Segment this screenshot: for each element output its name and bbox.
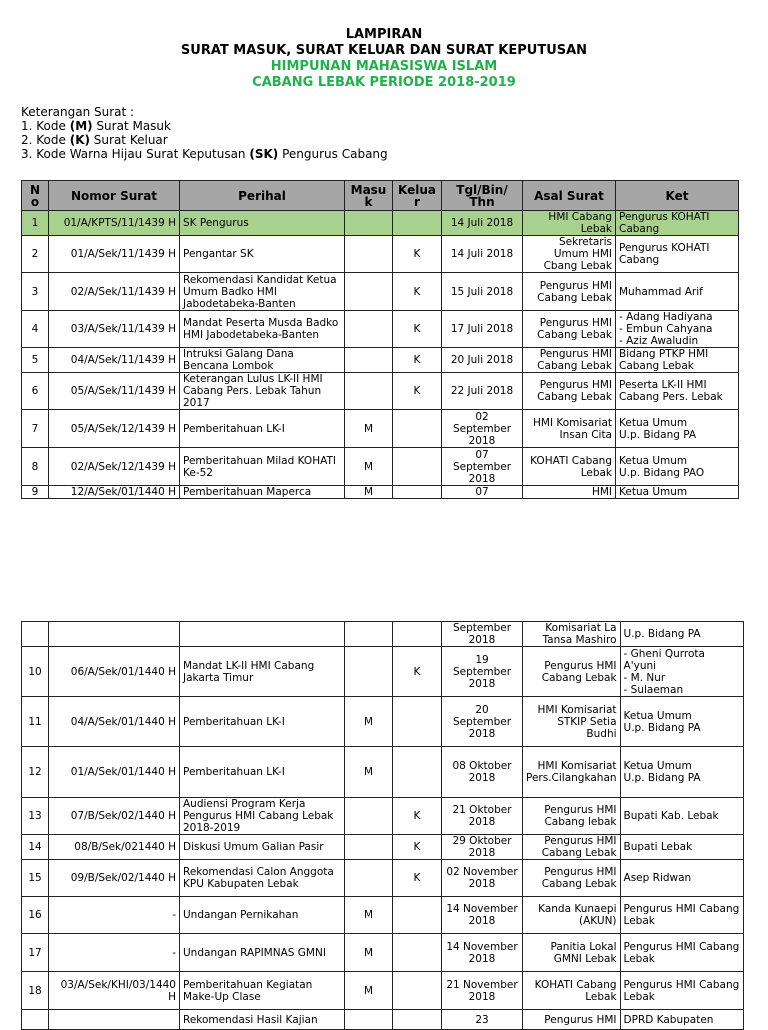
cell-perihal: Pemberitahuan LK-I <box>180 697 345 747</box>
ket-line: Pengurus KOHATI Cabang <box>619 211 710 235</box>
cell-perihal: Rekomendasi Kandidat Ketua Umum Badko HMI Jabodetabeka-Banten <box>180 273 345 311</box>
ket-line: U.p. Bidang PA <box>623 772 701 784</box>
cell-masuk: M <box>345 410 393 448</box>
cell-masuk <box>345 622 393 647</box>
cell-keluar <box>393 211 442 236</box>
ket-line: Bidang PTKP HMI Cabang Lebak <box>619 348 709 372</box>
cell-no: 8 <box>22 448 49 486</box>
col-nomor-header: Nomor Surat <box>49 181 180 211</box>
letters-table-part2 <box>21 621 744 1030</box>
cell-tanggal: 23 <box>442 1010 523 1030</box>
cell-tanggal: 07 September 2018 <box>442 448 523 486</box>
cell-no <box>22 1010 49 1030</box>
cell-nomor-surat: 03/A/Sek/KHI/03/1440 H <box>49 972 180 1010</box>
ket-line: Pengurus HMI Cabang Lebak <box>623 940 740 965</box>
cell-tanggal: 22 Juli 2018 <box>442 373 523 410</box>
cell-no: 7 <box>22 410 49 448</box>
cell-masuk <box>345 311 393 348</box>
cell-asal-surat: Pengurus HMI Cabang Lebak <box>523 348 616 373</box>
cell-ket <box>620 934 743 972</box>
cell-tanggal: 19 September 2018 <box>442 647 523 697</box>
cell-masuk <box>345 373 393 410</box>
cell-ket <box>620 697 743 747</box>
cell-masuk <box>345 211 393 236</box>
cell-perihal: Pengantar SK <box>180 236 345 273</box>
cell-asal-surat: HMI <box>523 486 616 499</box>
cell-ket <box>616 448 739 486</box>
cell-nomor-surat: 08/B/Sek/021440 H <box>49 835 180 860</box>
table-row <box>22 311 739 348</box>
cell-masuk: M <box>345 972 393 1010</box>
cell-keluar: K <box>393 835 442 860</box>
cell-no: 3 <box>22 273 49 311</box>
ket-line: Asep Ridwan <box>623 872 692 884</box>
cell-keluar: K <box>393 236 442 273</box>
cell-keluar: K <box>393 273 442 311</box>
cell-tanggal: 21 November 2018 <box>442 972 523 1010</box>
doc-title: LAMPIRAN <box>345 27 423 42</box>
table-row <box>22 798 744 835</box>
cell-ket <box>616 311 739 348</box>
cell-tanggal: 08 Oktober 2018 <box>442 747 523 798</box>
cell-ket <box>616 211 739 236</box>
ket-line: - Aziz Awaludin <box>619 335 699 347</box>
cell-no <box>22 622 49 647</box>
table-row <box>22 622 744 647</box>
cell-nomor-surat: 04/A/Sek/11/1439 H <box>49 348 180 373</box>
col-keluar-header: Kelua r <box>393 181 442 211</box>
cell-tanggal: 14 November 2018 <box>442 934 523 972</box>
cell-tanggal: September 2018 <box>442 622 523 647</box>
cell-nomor-surat: 05/A/Sek/12/1439 H <box>49 410 180 448</box>
table-row <box>22 697 744 747</box>
cell-perihal: Pemberitahuan Maperca <box>180 486 345 499</box>
cell-masuk <box>345 236 393 273</box>
cell-asal-surat: Komisariat La Tansa Mashiro <box>523 622 621 647</box>
cell-masuk <box>345 647 393 697</box>
ket-line: Pengurus HMI Cabang Lebak <box>623 978 740 1003</box>
col-ket-header: Ket <box>616 181 739 211</box>
cell-keluar: K <box>393 348 442 373</box>
ket-line: Ketua Umum <box>619 416 688 429</box>
cell-tanggal: 14 November 2018 <box>442 897 523 934</box>
cell-ket <box>620 860 743 897</box>
cell-no: 11 <box>22 697 49 747</box>
cell-masuk: M <box>345 697 393 747</box>
letters-table-part1 <box>21 180 739 499</box>
ket-line: U.p. Bidang PA <box>623 628 701 640</box>
cell-asal-surat: Sekretaris Umum HMI Cbang Lebak <box>523 236 616 273</box>
cell-tanggal: 07 <box>442 486 523 499</box>
table-row <box>22 835 744 860</box>
cell-nomor-surat: 05/A/Sek/11/1439 H <box>49 373 180 410</box>
cell-perihal: Rekomendasi Hasil Kajian <box>180 1010 345 1030</box>
ket-line: - Sulaeman <box>623 683 684 696</box>
cell-masuk <box>345 860 393 897</box>
cell-nomor-surat: 09/B/Sek/02/1440 H <box>49 860 180 897</box>
cell-keluar <box>393 747 442 798</box>
cell-ket <box>616 410 739 448</box>
cell-ket <box>616 273 739 311</box>
cell-keluar: K <box>393 647 442 697</box>
cell-nomor-surat: 01/A/KPTS/11/1439 H <box>49 211 180 236</box>
cell-ket <box>620 622 743 647</box>
cell-asal-surat: HMI Komisariat Pers.Cilangkahan <box>523 747 621 798</box>
cell-ket <box>620 798 743 835</box>
cell-keluar <box>393 486 442 499</box>
cell-no: 2 <box>22 236 49 273</box>
period-title: CABANG LEBAK PERIODE 2018-2019 <box>252 75 516 90</box>
cell-nomor-surat: 06/A/Sek/01/1440 H <box>49 647 180 697</box>
cell-asal-surat: KOHATI Cabang Lebak <box>523 972 621 1010</box>
cell-nomor-surat: 01/A/Sek/11/1439 H <box>49 236 180 273</box>
cell-nomor-surat: 01/A/Sek/01/1440 H <box>49 747 180 798</box>
cell-perihal: Undangan RAPIMNAS GMNI <box>180 934 345 972</box>
table-header-row <box>22 181 739 211</box>
cell-tanggal: 14 Juli 2018 <box>442 236 523 273</box>
cell-nomor-surat <box>49 622 180 647</box>
ket-line: - M. Nur <box>623 671 666 684</box>
ket-line: DPRD Kabupaten <box>623 1013 714 1026</box>
ket-line: Pengurus HMI Cabang Lebak <box>623 903 740 927</box>
cell-perihal: Keterangan Lulus LK-II HMI Cabang Pers. Lebak Tahun 2017 <box>180 373 345 410</box>
org-name: HIMPUNAN MAHASISWA ISLAM <box>270 59 498 74</box>
cell-perihal: Audiensi Program Kerja Pengurus HMI Cabang Lebak 2018-2019 <box>180 798 345 835</box>
cell-tanggal: 02 November 2018 <box>442 860 523 897</box>
table-row <box>22 1010 744 1030</box>
cell-keluar <box>393 622 442 647</box>
cell-perihal <box>180 622 345 647</box>
cell-masuk: M <box>345 747 393 798</box>
cell-masuk <box>345 348 393 373</box>
cell-keluar: K <box>393 373 442 410</box>
col-masuk-header: Masu k <box>345 181 393 211</box>
cell-perihal: Rekomendasi Calon Anggota KPU Kabupaten Lebak <box>180 860 345 897</box>
cell-no: 1 <box>22 211 49 236</box>
cell-keluar <box>393 697 442 747</box>
note-sk: 3. Kode Warna Hijau Surat Keputusan (SK) Pengurus Cabang <box>21 147 388 161</box>
cell-asal-surat: Pengurus HMI <box>523 1010 621 1030</box>
cell-tanggal: 20 Juli 2018 <box>442 348 523 373</box>
cell-ket <box>620 897 743 934</box>
cell-keluar <box>393 1010 442 1030</box>
cell-nomor-surat: 03/A/Sek/11/1439 H <box>49 311 180 348</box>
cell-keluar <box>393 410 442 448</box>
table-row <box>22 348 739 373</box>
cell-keluar: K <box>393 798 442 835</box>
cell-keluar <box>393 448 442 486</box>
ket-line: U.p. Bidang PA <box>623 721 701 734</box>
cell-tanggal: 21 Oktober 2018 <box>442 798 523 835</box>
ket-line: Peserta LK-II HMI Cabang Pers. Lebak <box>619 379 723 403</box>
cell-asal-surat: HMI Komisariat Insan Cita <box>523 410 616 448</box>
cell-ket <box>616 236 739 273</box>
cell-masuk <box>345 798 393 835</box>
table-row <box>22 934 744 972</box>
cell-tanggal: 14 Juli 2018 <box>442 211 523 236</box>
cell-nomor-surat: 12/A/Sek/01/1440 H <box>49 486 180 499</box>
cell-no: 12 <box>22 747 49 798</box>
note-keluar: 2. Kode (K) Surat Keluar <box>21 133 168 147</box>
cell-nomor-surat: 04/A/Sek/01/1440 H <box>49 697 180 747</box>
cell-perihal: Pemberitahuan LK-I <box>180 410 345 448</box>
cell-ket <box>616 486 739 499</box>
ket-line: U.p. Bidang PAO <box>619 466 705 479</box>
table-row <box>22 747 744 798</box>
cell-asal-surat: Pengurus HMI Cabang lebak <box>523 798 621 835</box>
cell-keluar <box>393 972 442 1010</box>
cell-asal-surat: Pengurus HMI Cabang Lebak <box>523 835 621 860</box>
cell-masuk: M <box>345 448 393 486</box>
cell-ket <box>616 373 739 410</box>
ket-line: Ketua Umum <box>623 760 692 772</box>
table-row <box>22 211 739 236</box>
cell-tanggal: 29 Oktober 2018 <box>442 835 523 860</box>
ket-line: - Gheni Qurrota <box>623 647 705 660</box>
cell-no: 10 <box>22 647 49 697</box>
col-asal-header: Asal Surat <box>523 181 616 211</box>
table-row <box>22 486 739 499</box>
cell-perihal: Diskusi Umum Galian Pasir <box>180 835 345 860</box>
cell-asal-surat: Pengurus HMI Cabang Lebak <box>523 273 616 311</box>
cell-nomor-surat: 07/B/Sek/02/1440 H <box>49 798 180 835</box>
ket-line: A'yuni <box>623 659 657 672</box>
cell-masuk <box>345 273 393 311</box>
cell-ket <box>620 835 743 860</box>
cell-asal-surat: HMI Cabang Lebak <box>523 211 616 236</box>
cell-nomor-surat: 02/A/Sek/12/1439 H <box>49 448 180 486</box>
table-row <box>22 647 744 697</box>
cell-no: 4 <box>22 311 49 348</box>
table-row <box>22 273 739 311</box>
cell-tanggal: 20 September 2018 <box>442 697 523 747</box>
cell-masuk: M <box>345 897 393 934</box>
cell-no: 14 <box>22 835 49 860</box>
cell-perihal: Mandat Peserta Musda Badko HMI Jabodetabeka-Banten <box>180 311 345 348</box>
table-row <box>22 410 739 448</box>
ket-line: Bupati Lebak <box>623 841 693 853</box>
cell-tanggal: 15 Juli 2018 <box>442 273 523 311</box>
cell-perihal: Pemberitahuan Kegiatan Make-Up Clase <box>180 972 345 1010</box>
ket-line: - Embun Cahyana <box>619 323 713 335</box>
ket-line: Ketua Umum <box>623 709 692 722</box>
ket-line: Pengurus KOHATI Cabang <box>619 242 710 266</box>
table-row <box>22 373 739 410</box>
notes-title: Keterangan Surat : <box>21 105 135 119</box>
cell-nomor-surat <box>49 1010 180 1030</box>
legend-notes <box>21 105 388 161</box>
cell-keluar <box>393 897 442 934</box>
table-row <box>22 972 744 1010</box>
cell-asal-surat: KOHATI Cabang Lebak <box>523 448 616 486</box>
col-perihal-header: Perihal <box>180 181 345 211</box>
cell-tanggal: 17 Juli 2018 <box>442 311 523 348</box>
cell-keluar <box>393 934 442 972</box>
ket-line: Ketua Umum <box>619 454 688 467</box>
col-no-header: N o <box>22 181 49 211</box>
cell-nomor-surat: - <box>49 897 180 934</box>
ket-line: Bupati Kab. Lebak <box>623 810 719 822</box>
cell-perihal: Undangan Pernikahan <box>180 897 345 934</box>
cell-masuk: M <box>345 486 393 499</box>
table-row <box>22 897 744 934</box>
ket-line: Muhammad Arif <box>619 285 703 298</box>
cell-asal-surat: Kanda Kunaepi (AKUN) <box>523 897 621 934</box>
cell-keluar: K <box>393 860 442 897</box>
cell-asal-surat: Pengurus HMI Cabang Lebak <box>523 311 616 348</box>
cell-masuk: M <box>345 934 393 972</box>
cell-ket <box>620 1010 743 1030</box>
cell-nomor-surat: - <box>49 934 180 972</box>
cell-asal-surat: Pengurus HMI Cabang Lebak <box>523 860 621 897</box>
cell-no: 13 <box>22 798 49 835</box>
table-row <box>22 860 744 897</box>
cell-masuk <box>345 1010 393 1030</box>
cell-perihal: SK Pengurus <box>180 211 345 236</box>
cell-keluar: K <box>393 311 442 348</box>
cell-ket <box>620 972 743 1010</box>
cell-perihal: Pemberitahuan LK-I <box>180 747 345 798</box>
cell-perihal: Mandat LK-II HMI Cabang Jakarta Timur <box>180 647 345 697</box>
cell-masuk <box>345 835 393 860</box>
cell-asal-surat: Panitia Lokal GMNI Lebak <box>523 934 621 972</box>
note-masuk: 1. Kode (M) Surat Masuk <box>21 119 171 133</box>
cell-perihal: Intruksi Galang Dana Bencana Lombok <box>180 348 345 373</box>
table-row <box>22 236 739 273</box>
ket-line: U.p. Bidang PA <box>619 428 697 441</box>
cell-perihal: Pemberitahuan Milad KOHATI Ke-52 <box>180 448 345 486</box>
doc-subtitle: SURAT MASUK, SURAT KELUAR DAN SURAT KEPUTUSAN <box>180 43 588 58</box>
cell-no: 6 <box>22 373 49 410</box>
table-row <box>22 448 739 486</box>
cell-asal-surat: Pengurus HMI Cabang Lebak <box>523 373 616 410</box>
cell-asal-surat: HMI Komisariat STKIP Setia Budhi <box>523 697 621 747</box>
cell-ket <box>616 348 739 373</box>
cell-ket <box>620 647 743 697</box>
cell-no: 15 <box>22 860 49 897</box>
cell-ket <box>620 747 743 798</box>
ket-line: - Adang Hadiyana <box>619 311 713 323</box>
cell-no: 16 <box>22 897 49 934</box>
cell-asal-surat: Pengurus HMI Cabang Lebak <box>523 647 621 697</box>
cell-nomor-surat: 02/A/Sek/11/1439 H <box>49 273 180 311</box>
cell-no: 9 <box>22 486 49 499</box>
cell-no: 18 <box>22 972 49 1010</box>
cell-no: 17 <box>22 934 49 972</box>
cell-no: 5 <box>22 348 49 373</box>
col-tgl-header: Tgl/Bin/ Thn <box>442 181 523 211</box>
ket-line: Ketua Umum <box>619 486 688 498</box>
cell-tanggal: 02 September 2018 <box>442 410 523 448</box>
